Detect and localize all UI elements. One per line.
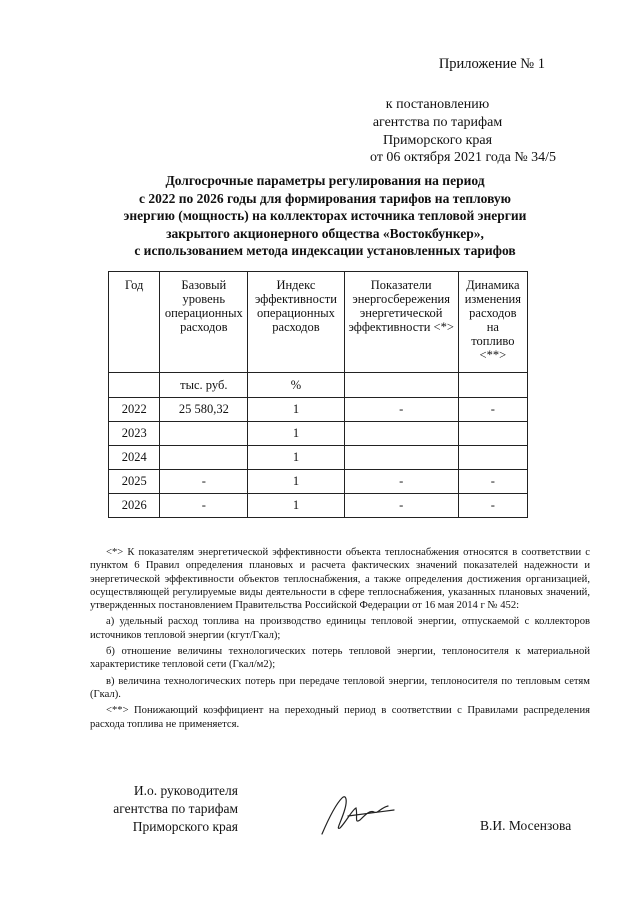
index-cell: 1: [248, 494, 344, 518]
unit-cell: тыс. руб.: [160, 373, 248, 398]
table-row: [109, 470, 528, 494]
index-cell: 1: [248, 398, 344, 422]
year-cell: 2025: [109, 470, 160, 494]
resolution-line: агентства по тарифам: [372, 115, 503, 130]
year-cell: 2024: [109, 446, 160, 470]
footnote: а) удельный расход топлива на производство единицы тепловой энергии, отпускаемой с коллекторов источников тепловой энергии (кгут/Гкал);: [90, 616, 590, 641]
table-row: [109, 446, 528, 470]
signatory-position: [88, 782, 238, 836]
footnote: в) величина технологических потерь при передаче тепловой энергии, теплоносителя по тепловым сетям (Гкал).: [90, 675, 590, 700]
unit-cell: %: [248, 373, 344, 398]
index-cell: 1: [248, 470, 344, 494]
year-cell: 2023: [109, 422, 160, 446]
resolution-reference: [330, 96, 545, 150]
fuel-cell: -: [458, 470, 527, 494]
title-line: с 2022 по 2026 годы для формирования тарифов на тепловую: [138, 190, 511, 206]
year-cell: 2022: [109, 398, 160, 422]
title-line: энергию (мощность) на коллекторах источника тепловой энергии: [123, 208, 527, 223]
footnote: б) отношение величины технологических потерь тепловой энергии, теплоносителя к материальной характеристике тепловой сети (Гкал/м2);: [90, 646, 590, 671]
footnote: <**> Понижающий коэффициент на переходный период в соответствии с Правилами распределения расхода топлива не применяется.: [90, 705, 590, 730]
base-cell: [160, 446, 248, 470]
header-year: Год: [109, 272, 160, 373]
footnote: <*> К показателям энергетической эффективности объекта теплоснабжения относятся в соответствии с пунктом 6 Правил определения плановых и расчета фактических значений показателей надежности и энергетической эффективности объектов теплоснабжения, а также определения достижения организацией, осуществляющей регулируемые виды деятельности в сфере теплоснабжения, указанных плановых значений, утвержденных постановлением Правительства Российской Федерации от 16 мая 2014 г № 452:: [90, 547, 590, 612]
fuel-cell: -: [458, 398, 527, 422]
saving-cell: [344, 422, 458, 446]
resolution-line: к постановлению: [385, 97, 490, 112]
base-cell: -: [160, 470, 248, 494]
fuel-cell: [458, 446, 527, 470]
title-line: Долгосрочные параметры регулирования на период: [165, 173, 485, 188]
position-line: И.о. руководителя: [133, 783, 238, 798]
saving-cell: -: [344, 398, 458, 422]
resolution-line: Приморского края: [382, 133, 493, 148]
footnotes: [90, 546, 590, 734]
appendix-title: Приложение № 1: [438, 56, 545, 72]
document-title: [80, 172, 570, 260]
resolution-date: от 06 октября 2021 года № 34/5: [370, 150, 557, 165]
saving-cell: -: [344, 494, 458, 518]
saving-cell: -: [344, 470, 458, 494]
table-units-row: [109, 373, 528, 398]
table-row: [109, 422, 528, 446]
saving-cell: [344, 446, 458, 470]
index-cell: 1: [248, 422, 344, 446]
header-fuel-dynamics: Динамика изменения расходов на топливо <**>: [458, 272, 527, 373]
handwritten-signature: [318, 790, 398, 840]
header-efficiency-index: Индекс эффективности операционных расходов: [248, 272, 344, 373]
table-header-row: [109, 272, 528, 373]
table-row: [109, 494, 528, 518]
parameters-table: [108, 271, 528, 518]
fuel-cell: [458, 422, 527, 446]
unit-cell: [109, 373, 160, 398]
fuel-cell: -: [458, 494, 527, 518]
unit-cell: [344, 373, 458, 398]
base-cell: 25 580,32: [160, 398, 248, 422]
header-base-level: Базовый уровень операционных расходов: [160, 272, 248, 373]
position-line: Приморского края: [132, 819, 238, 834]
title-line: с использованием метода индексации установленных тарифов: [134, 243, 516, 258]
base-cell: [160, 422, 248, 446]
index-cell: 1: [248, 446, 344, 470]
year-cell: 2026: [109, 494, 160, 518]
header-energy-saving: Показатели энергосбережения энергетической эффективности <*>: [344, 272, 458, 373]
position-line: агентства по тарифам: [113, 801, 238, 816]
base-cell: -: [160, 494, 248, 518]
table-row: [109, 398, 528, 422]
title-line: закрытого акционерного общества «Востокбункер»,: [166, 225, 484, 241]
unit-cell: [458, 373, 527, 398]
signatory-name: В.И. Мосензова: [480, 818, 572, 833]
